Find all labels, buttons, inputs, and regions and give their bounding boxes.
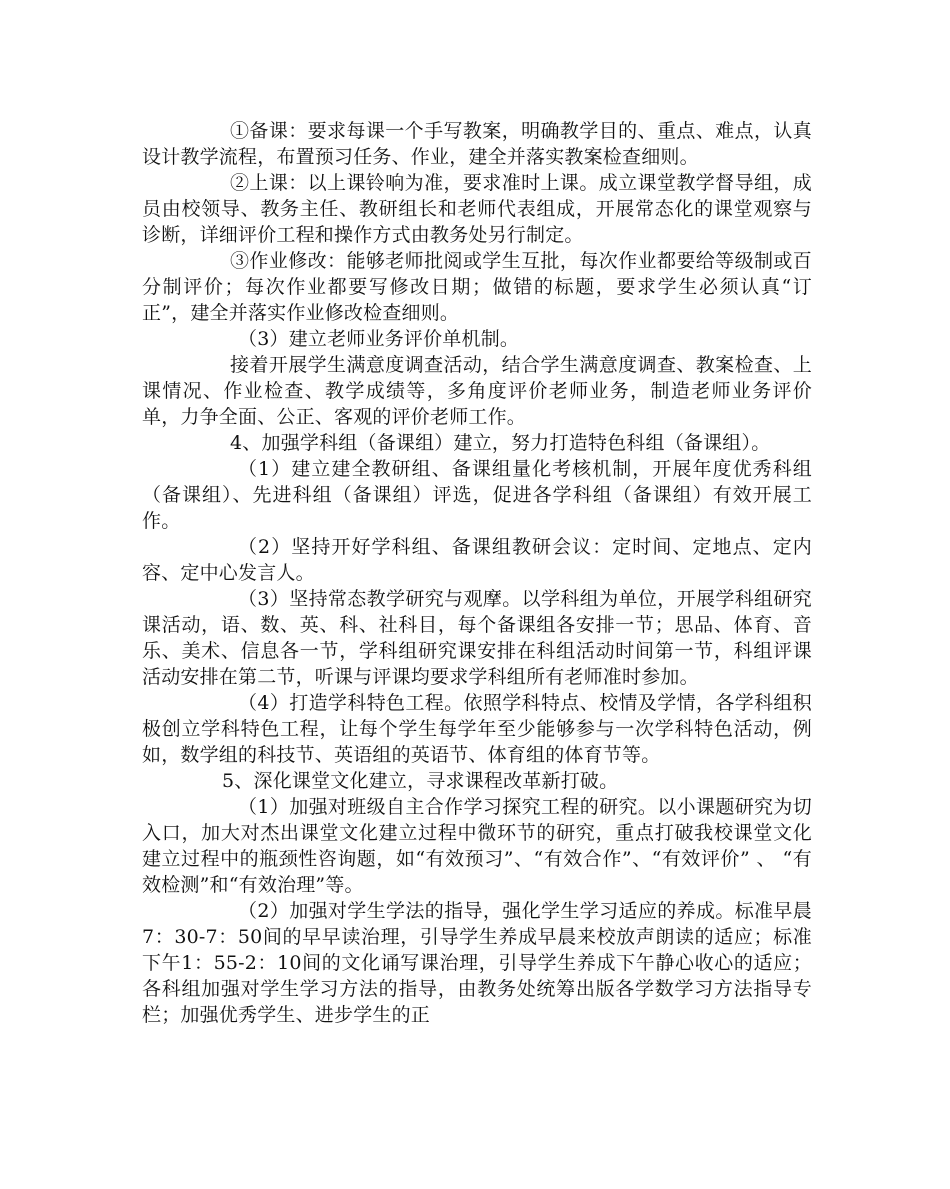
section-heading-classroom-culture: 5、深化课堂文化建立，寻求课程改革新打破。: [222, 770, 619, 792]
paragraph-study-habits: （2）加强对学生学法的指导，强化学生学习适应的养成。标准早晨7：30-7：50间的早早读治理，引导学生养成早晨来校放声朗读的适应；标准下午1：55-2：10间的文化诵写课治理，引导学生养成下午静心收心的适应；各科组加强对学生学习方法的指导，由教务处统筹出版各学数学习方法指导专栏；加强优秀学生、进步学生的正: [142, 900, 812, 1026]
paragraph-cooperative-learning: （1）加强对班级自主合作学习探究工程的研究。以小课题研究为切入口，加大对杰出课堂文化建立过程中微环节的研究，重点打破我校课堂文化建立过程中的瓶颈性咨询题，如“有效预习”、“有效合作”、“有效评价” 、 “有效检测”和“有效治理”等。: [142, 796, 812, 896]
paragraph-teaching-observation: （3）坚持常态教学研究与观摩。以学科组为单位，开展学科组研究课活动，语、数、英、科、社科目，每个备课组各安排一节；思品、体育、音乐、美术、信息各一节，学科组研究课安排在科组活动时间第一节，科组评课活动安排在第二节，听课与评课均要求学科组所有老师准时参加。: [142, 588, 812, 688]
section-heading-subject-groups: 4、加强学科组（备课组）建立，努力打造特色科组（备课组）。: [230, 432, 771, 454]
paragraph-research-meetings: （2）坚持开好学科组、备课组教研会议：定时间、定地点、定内容、定中心发言人。: [142, 536, 812, 584]
paragraph-subject-features: （4）打造学科特色工程。依照学科特点、校情及学情，各学科组积极创立学科特色工程，让每个学生每学年至少能够参与一次学科特色活动，例如，数学组的科技节、英语组的英语节、体育组的体育节等。: [142, 692, 812, 766]
paragraph-class-attendance: ②上课：以上课铃响为准，要求准时上课。成立课堂教学督导组，成员由校领导、教务主任、教研组长和老师代表组成，开展常态化的课堂观察与诊断，详细评价工程和操作方式由教务处另行制定。: [142, 172, 812, 246]
document-body: [142, 118, 812, 1028]
paragraph-homework-correction: ③作业修改：能够老师批阅或学生互批，每次作业都要给等级制或百分制评价；每次作业都要写修改日期；做错的标题，要求学生必须认真“订正”，建全并落实作业修改检查细则。: [142, 250, 812, 324]
paragraph-teacher-evaluation-heading: （3）建立老师业务评价单机制。: [238, 328, 520, 350]
paragraph-lesson-prep: ①备课：要求每课一个手写教案，明确教学目的、重点、难点，认真设计教学流程，布置预习任务、作业，建全并落实教案检查细则。: [142, 120, 812, 168]
paragraph-satisfaction-survey: 接着开展学生满意度调查活动，结合学生满意度调查、教案检查、上课情况、作业检查、教学成绩等，多角度评价老师业务，制造老师业务评价单，力争全面、公正、客观的评价老师工作。: [142, 354, 812, 428]
paragraph-assessment-mechanism: （1）建立建全教研组、备课组量化考核机制，开展年度优秀科组（备课组）、先进科组（备课组）评选，促进各学科组（备课组）有效开展工作。: [142, 458, 812, 532]
